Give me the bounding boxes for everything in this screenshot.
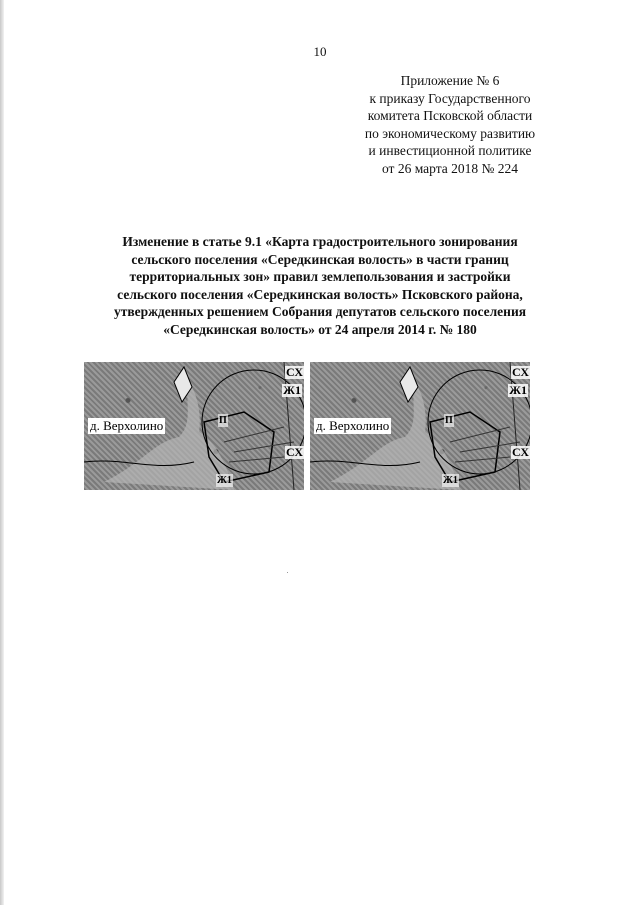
appendix-line: комитета Псковской области <box>367 108 533 123</box>
appendix-line: от 26 марта 2018 № 224 <box>381 160 519 176</box>
zone-label-agri: СХ <box>511 365 529 379</box>
appendix-block <box>330 72 570 177</box>
heading-line: территориальных зон» правил землепользования и застройки <box>129 269 511 284</box>
appendix-line: к приказу Государственного <box>369 90 531 106</box>
zone-label-industrial: П <box>445 415 453 426</box>
heading-line: Изменение в статье 9.1 «Карта градостроительного зонирования <box>122 234 518 249</box>
zone-label-residential: Ж1 <box>283 383 301 397</box>
village-label: д. Верхолино <box>90 418 164 433</box>
zone-label-industrial: П <box>219 415 227 426</box>
heading-line: сельского поселения «Середкинская волость» Псковского района, <box>117 286 523 302</box>
heading-line: утвержденных решением Собрания депутатов сельского поселения <box>113 304 527 319</box>
zone-label-agri: СХ <box>285 445 303 459</box>
zone-label-agri: СХ <box>511 445 529 459</box>
heading-line: «Середкинская волость» от 24 апреля 2014 г. № 180 <box>163 321 477 337</box>
appendix-line: Приложение № 6 <box>400 73 500 88</box>
map-before <box>84 362 304 490</box>
zone-label-residential: Ж1 <box>509 383 527 397</box>
scan-speck <box>287 572 288 573</box>
page-edge <box>0 0 4 905</box>
page-number: 10 <box>313 44 327 59</box>
document-heading <box>70 233 570 338</box>
map-after <box>310 362 530 490</box>
appendix-line: и инвестиционной политике <box>368 143 532 158</box>
zone-label-residential: Ж1 <box>443 475 458 486</box>
zone-label-residential: Ж1 <box>217 475 232 486</box>
map-comparison <box>84 362 530 490</box>
heading-line: сельского поселения «Середкинская волость» в части границ <box>131 251 509 267</box>
village-label: д. Верхолино <box>316 418 390 433</box>
zone-label-agri: СХ <box>285 365 303 379</box>
appendix-line: по экономическому развитию <box>364 125 536 141</box>
